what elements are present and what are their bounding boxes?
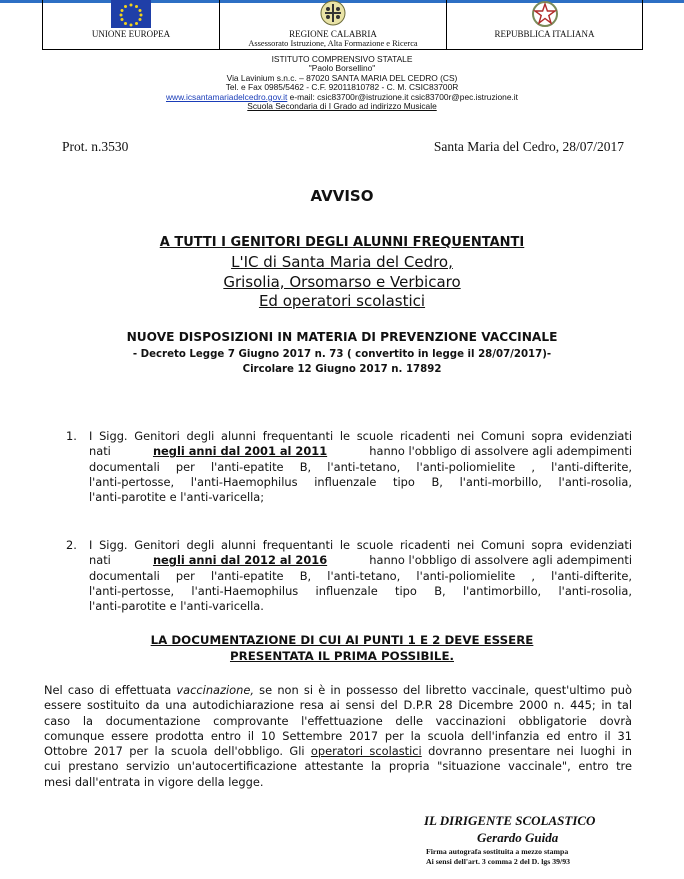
body-line-1 <box>44 683 632 698</box>
place-date: Santa Maria del Cedro, 28/07/2017 <box>433 139 624 154</box>
point-2-line-3: documentali per l'anti-epatite B, l'anti-tetano, l'anti-poliomielite , l'anti-difterite, <box>89 568 632 583</box>
school-section: Scuola Secondaria di I Grado ad indirizzo Musicale <box>247 101 437 112</box>
point-2-line-1: I Sigg. Genitori degli alunni frequentanti le scuole ricadenti nei Comuni sopra evidenziati <box>89 538 632 552</box>
eu-flag-icon <box>43 0 219 29</box>
body-school-staff-term: operatori scolastici <box>310 744 422 759</box>
circular-reference: Circolare 12 Giugno 2017 n. 17892 <box>242 364 442 375</box>
protocol-number: Prot. n.3530 <box>62 139 129 154</box>
body-line-6: cui prestano servizio un'autocertificazione attestante la propria "situazione vaccinale", entro tre <box>44 759 632 774</box>
signatory-name: Gerardo Guida <box>477 830 559 845</box>
institute-contacts: Tel. e Fax 0985/5462 - C.F. 92011810782 - C. M. CSIC83700R <box>225 82 459 93</box>
point-2-line-5: l'anti-parotite e l'anti-varicella. <box>89 599 264 614</box>
eu-label: UNIONE EUROPEA <box>91 29 171 39</box>
notice-line-2: PRESENTATA IL PRIMA POSSIBILE. <box>229 649 454 663</box>
point-1-born: nati <box>89 444 111 459</box>
body-vaccination-term: vaccinazione, <box>176 683 254 697</box>
institute-name: "Paolo Borsellino" <box>308 63 376 74</box>
body-line-1-end: se non si è in possesso del libretto vaccinale, quest'ultimo può <box>254 683 632 697</box>
point-2 <box>66 538 632 614</box>
point-1-line-5: l'anti-parotite e l'anti-varicella; <box>89 490 265 505</box>
institute-address: Via Lavinium s.n.c. – 87020 SANTA MARIA DEL CEDRO (CS) <box>226 72 458 83</box>
body-line-5-end: dovranno presentare nei luoghi in <box>421 744 633 759</box>
republic-cell <box>447 0 643 50</box>
region-label: REGIONE CALABRIA <box>289 29 377 39</box>
notice-block <box>0 632 684 664</box>
point-1-years: negli anni dal 2001 al 2011 <box>152 444 328 459</box>
body-line-1-start: Nel caso di effettuata <box>44 683 177 697</box>
region-subtitle: Assessorato Istruzione, Alta Formazione e Ricerca <box>248 39 418 48</box>
body-line-5-start: Ottobre 2017 per la scuola dell'obbligo. Gli <box>44 744 311 759</box>
decree-reference: - Decreto Legge 7 Giugno 2017 n. 73 ( convertito in legge il 28/07/2017)- <box>132 349 552 360</box>
letterhead-table <box>42 0 643 50</box>
signatory-role: IL DIRIGENTE SCOLASTICO <box>424 813 596 828</box>
recipients-line-3: Grisolia, Orsomarso e Verbicaro <box>223 272 461 291</box>
region-cell <box>220 0 447 50</box>
body-paragraph <box>44 683 632 790</box>
point-1-line-3: documentali per l'anti-epatite B, l'anti-tetano, l'anti-poliomielite , l'anti-difterite, <box>89 459 632 474</box>
point-2-line-2 <box>89 553 632 568</box>
website-link[interactable]: www.icsantamariadelcedro.gov.it <box>165 91 288 102</box>
point-1 <box>66 429 632 505</box>
document-title: AVVISO <box>310 187 374 205</box>
body-line-3: caso la documentazione comprovante l'effettuazione delle vaccinazioni obbligatorie dovrà <box>44 713 632 728</box>
point-1-number: 1. <box>66 429 77 443</box>
recipients-line-1: A TUTTI I GENITORI DEGLI ALUNNI FREQUENTANTI <box>159 235 525 250</box>
eu-cell <box>43 0 220 50</box>
recipients-line-4: Ed operatori scolastici <box>258 292 426 310</box>
body-line-5 <box>44 744 632 759</box>
signature-note <box>426 847 570 867</box>
body-line-2: essere sostituito da una autodichiarazione resa ai sensi del D.P.R 28 Dicembre 2000 n. 445; in tal <box>44 698 632 713</box>
signature-note-2: Ai sensi dell'art. 3 comma 2 del D. lgs 39/93 <box>426 857 571 866</box>
point-2-years: negli anni dal 2012 al 2016 <box>152 553 328 568</box>
body-line-7: mesi dall'entrata in vigore della legge. <box>44 774 264 789</box>
institute-type: ISTITUTO COMPRENSIVO STATALE <box>271 54 413 64</box>
body-line-4: comunque essere prodotta entro il 10 Settembre 2017 per la scuola dell'infanzia ed entro il 31 <box>44 728 632 743</box>
point-1-line-4: l'anti-pertosse, l'anti-Haemophilus influenzale tipo B, l'anti-morbillo, l'anti-rosolia, <box>89 474 632 489</box>
recipients-line-2: L'IC di Santa Maria del Cedro, <box>231 253 453 271</box>
calabria-emblem-icon <box>220 0 446 29</box>
subject-heading: NUOVE DISPOSIZIONI IN MATERIA DI PREVENZIONE VACCINALE <box>126 330 558 344</box>
italian-republic-emblem-icon <box>447 0 642 29</box>
republic-label: REPUBBLICA ITALIANA <box>494 29 595 39</box>
point-2-line-4: l'anti-pertosse, l'anti-Haemophilus influenzale tipo B, l'antimorbillo, l'anti-rosolia, <box>89 583 632 598</box>
point-2-obligation: hanno l'obbligo di assolvere agli adempimenti <box>369 553 632 568</box>
point-2-born: nati <box>89 553 111 568</box>
email-addresses: e-mail: csic83700r@istruzione.it csic83700r@pec.istruzione.it <box>289 91 518 102</box>
recipients-schools <box>0 253 684 312</box>
signature-note-1: Firma autografa sostituita a mezzo stampa <box>426 847 569 856</box>
institute-block <box>0 55 684 111</box>
point-1-line-2 <box>89 444 632 459</box>
point-1-obligation: hanno l'obbligo di assolvere agli adempimenti <box>369 444 632 459</box>
point-2-number: 2. <box>66 538 77 552</box>
point-1-line-1: I Sigg. Genitori degli alunni frequentanti le scuole ricadenti nei Comuni sopra evidenziati <box>89 429 632 443</box>
subject-references <box>0 347 684 377</box>
notice-line-1: LA DOCUMENTAZIONE DI CUI AI PUNTI 1 E 2 DEVE ESSERE <box>150 633 534 647</box>
